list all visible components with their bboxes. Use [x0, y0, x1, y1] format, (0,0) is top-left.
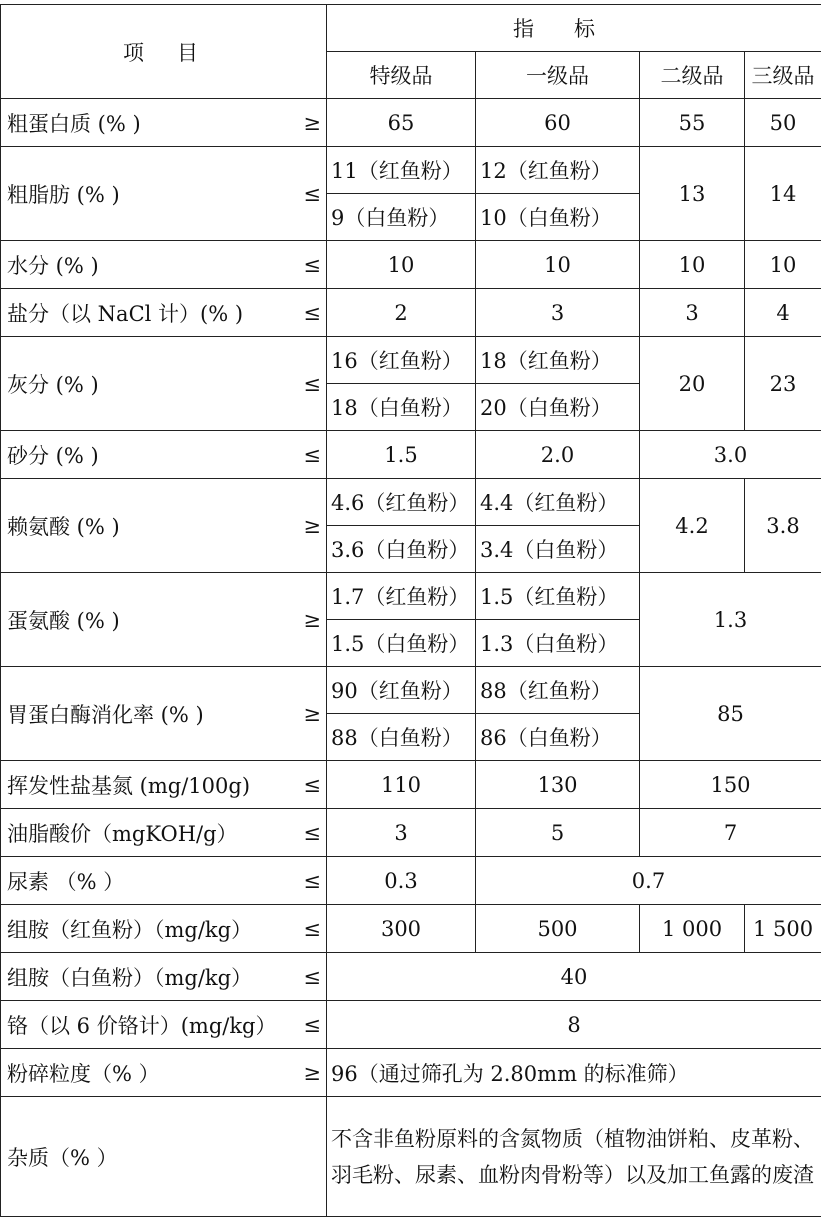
cell-value: 8	[327, 1001, 821, 1049]
cell-value: 23	[745, 337, 821, 431]
cell-value: 4.4（红鱼粉）	[476, 479, 640, 526]
cell-value: 86（白鱼粉）	[476, 714, 640, 761]
row-operator: ≥	[294, 479, 327, 573]
cell-value: 90（红鱼粉）	[327, 667, 476, 714]
row-operator: ≤	[294, 809, 327, 857]
header-index: 指标	[327, 5, 821, 52]
cell-value: 0.7	[476, 857, 821, 905]
cell-value: 96（通过筛孔为 2.80mm 的标准筛）	[327, 1049, 821, 1097]
row-operator	[294, 1097, 327, 1217]
cell-value: 60	[476, 99, 640, 147]
table-row	[1, 1049, 821, 1097]
table-row	[1, 241, 821, 289]
row-operator: ≥	[294, 667, 327, 761]
header-grade-special: 特级品	[327, 52, 476, 99]
cell-value: 20	[640, 337, 745, 431]
table-row	[1, 761, 821, 809]
index-table	[0, 4, 821, 1217]
row-label: 粗脂肪 (% )	[1, 147, 294, 241]
cell-value: 1 500	[745, 905, 821, 953]
header-item: 项 目	[1, 5, 327, 99]
cell-value: 2.0	[476, 431, 640, 479]
row-label: 挥发性盐基氮 (mg/100g)	[1, 761, 294, 809]
row-operator: ≥	[294, 573, 327, 667]
cell-value: 18（红鱼粉）	[476, 337, 640, 384]
cell-value: 1 000	[640, 905, 745, 953]
row-label: 杂质（% ）	[1, 1097, 294, 1217]
row-label: 组胺（红鱼粉）（mg/kg）	[1, 905, 294, 953]
cell-value: 110	[327, 761, 476, 809]
row-label: 水分 (% )	[1, 241, 294, 289]
row-operator: ≤	[294, 761, 327, 809]
cell-value: 3.4（白鱼粉）	[476, 526, 640, 573]
row-operator: ≤	[294, 147, 327, 241]
cell-value: 2	[327, 289, 476, 337]
header-grade-second: 二级品	[640, 52, 745, 99]
cell-value: 500	[476, 905, 640, 953]
cell-value: 300	[327, 905, 476, 953]
cell-value: 13	[640, 147, 745, 241]
row-operator: ≤	[294, 289, 327, 337]
cell-value: 10	[476, 241, 640, 289]
row-label: 尿素 （% ）	[1, 857, 294, 905]
row-label: 灰分 (% )	[1, 337, 294, 431]
row-label: 油脂酸价（mgKOH/g）	[1, 809, 294, 857]
cell-value: 85	[640, 667, 821, 761]
cell-value: 10（白鱼粉）	[476, 194, 640, 241]
cell-value: 5	[476, 809, 640, 857]
cell-value: 12（红鱼粉）	[476, 147, 640, 194]
row-label: 蛋氨酸 (% )	[1, 573, 294, 667]
cell-value: 4.2	[640, 479, 745, 573]
table-row	[1, 809, 821, 857]
row-label: 组胺（白鱼粉）（mg/kg）	[1, 953, 294, 1001]
header-grade-third: 三级品	[745, 52, 821, 99]
table-row	[1, 99, 821, 147]
cell-value: 4.6（红鱼粉）	[327, 479, 476, 526]
cell-value: 3	[476, 289, 640, 337]
row-operator: ≤	[294, 905, 327, 953]
cell-value: 50	[745, 99, 821, 147]
table-row	[1, 857, 821, 905]
cell-value: 150	[640, 761, 821, 809]
cell-value: 130	[476, 761, 640, 809]
table-row	[1, 1097, 821, 1217]
header-grade-first: 一级品	[476, 52, 640, 99]
cell-value: 4	[745, 289, 821, 337]
cell-value: 1.3	[640, 573, 821, 667]
cell-value: 55	[640, 99, 745, 147]
cell-value: 16（红鱼粉）	[327, 337, 476, 384]
table-row	[1, 953, 821, 1001]
cell-value: 10	[327, 241, 476, 289]
table-row	[1, 1001, 821, 1049]
cell-value: 18（白鱼粉）	[327, 384, 476, 431]
row-operator: ≤	[294, 337, 327, 431]
cell-value: 10	[745, 241, 821, 289]
table-row	[1, 337, 821, 384]
row-label: 胃蛋白酶消化率 (% )	[1, 667, 294, 761]
row-label: 盐分（以 NaCl 计）(% )	[1, 289, 294, 337]
cell-value: 9（白鱼粉）	[327, 194, 476, 241]
row-label: 粗蛋白质 (% )	[1, 99, 294, 147]
table-row	[1, 905, 821, 953]
cell-value: 1.7（红鱼粉）	[327, 573, 476, 620]
row-label: 铬（以 6 价铬计）(mg/kg）	[1, 1001, 294, 1049]
row-operator: ≤	[294, 1001, 327, 1049]
table-row	[1, 479, 821, 526]
row-label: 粉碎粒度（% ）	[1, 1049, 294, 1097]
cell-value: 1.5（红鱼粉）	[476, 573, 640, 620]
row-label: 砂分 (% )	[1, 431, 294, 479]
row-operator: ≤	[294, 953, 327, 1001]
cell-value: 3.0	[640, 431, 821, 479]
row-operator: ≥	[294, 99, 327, 147]
cell-value: 10	[640, 241, 745, 289]
table-row	[1, 667, 821, 714]
cell-value: 40	[327, 953, 821, 1001]
cell-value: 20（白鱼粉）	[476, 384, 640, 431]
cell-value: 不含非鱼粉原料的含氮物质（植物油饼粕、皮革粉、羽毛粉、尿素、血粉肉骨粉等）以及加工鱼露的废渣	[327, 1097, 821, 1217]
table-row	[1, 147, 821, 194]
table-row	[1, 573, 821, 620]
cell-value: 7	[640, 809, 821, 857]
row-operator: ≤	[294, 431, 327, 479]
cell-value: 3	[640, 289, 745, 337]
cell-value: 88（红鱼粉）	[476, 667, 640, 714]
cell-value: 3	[327, 809, 476, 857]
row-operator: ≤	[294, 857, 327, 905]
row-label: 赖氨酸 (% )	[1, 479, 294, 573]
table-row	[1, 431, 821, 479]
table-row	[1, 289, 821, 337]
cell-value: 88（白鱼粉）	[327, 714, 476, 761]
cell-value: 1.5	[327, 431, 476, 479]
cell-value: 0.3	[327, 857, 476, 905]
cell-value: 65	[327, 99, 476, 147]
cell-value: 1.3（白鱼粉）	[476, 620, 640, 667]
cell-value: 1.5（白鱼粉）	[327, 620, 476, 667]
cell-value: 3.6（白鱼粉）	[327, 526, 476, 573]
cell-value: 3.8	[745, 479, 821, 573]
cell-value: 14	[745, 147, 821, 241]
row-operator: ≤	[294, 241, 327, 289]
cell-value: 11（红鱼粉）	[327, 147, 476, 194]
row-operator: ≥	[294, 1049, 327, 1097]
